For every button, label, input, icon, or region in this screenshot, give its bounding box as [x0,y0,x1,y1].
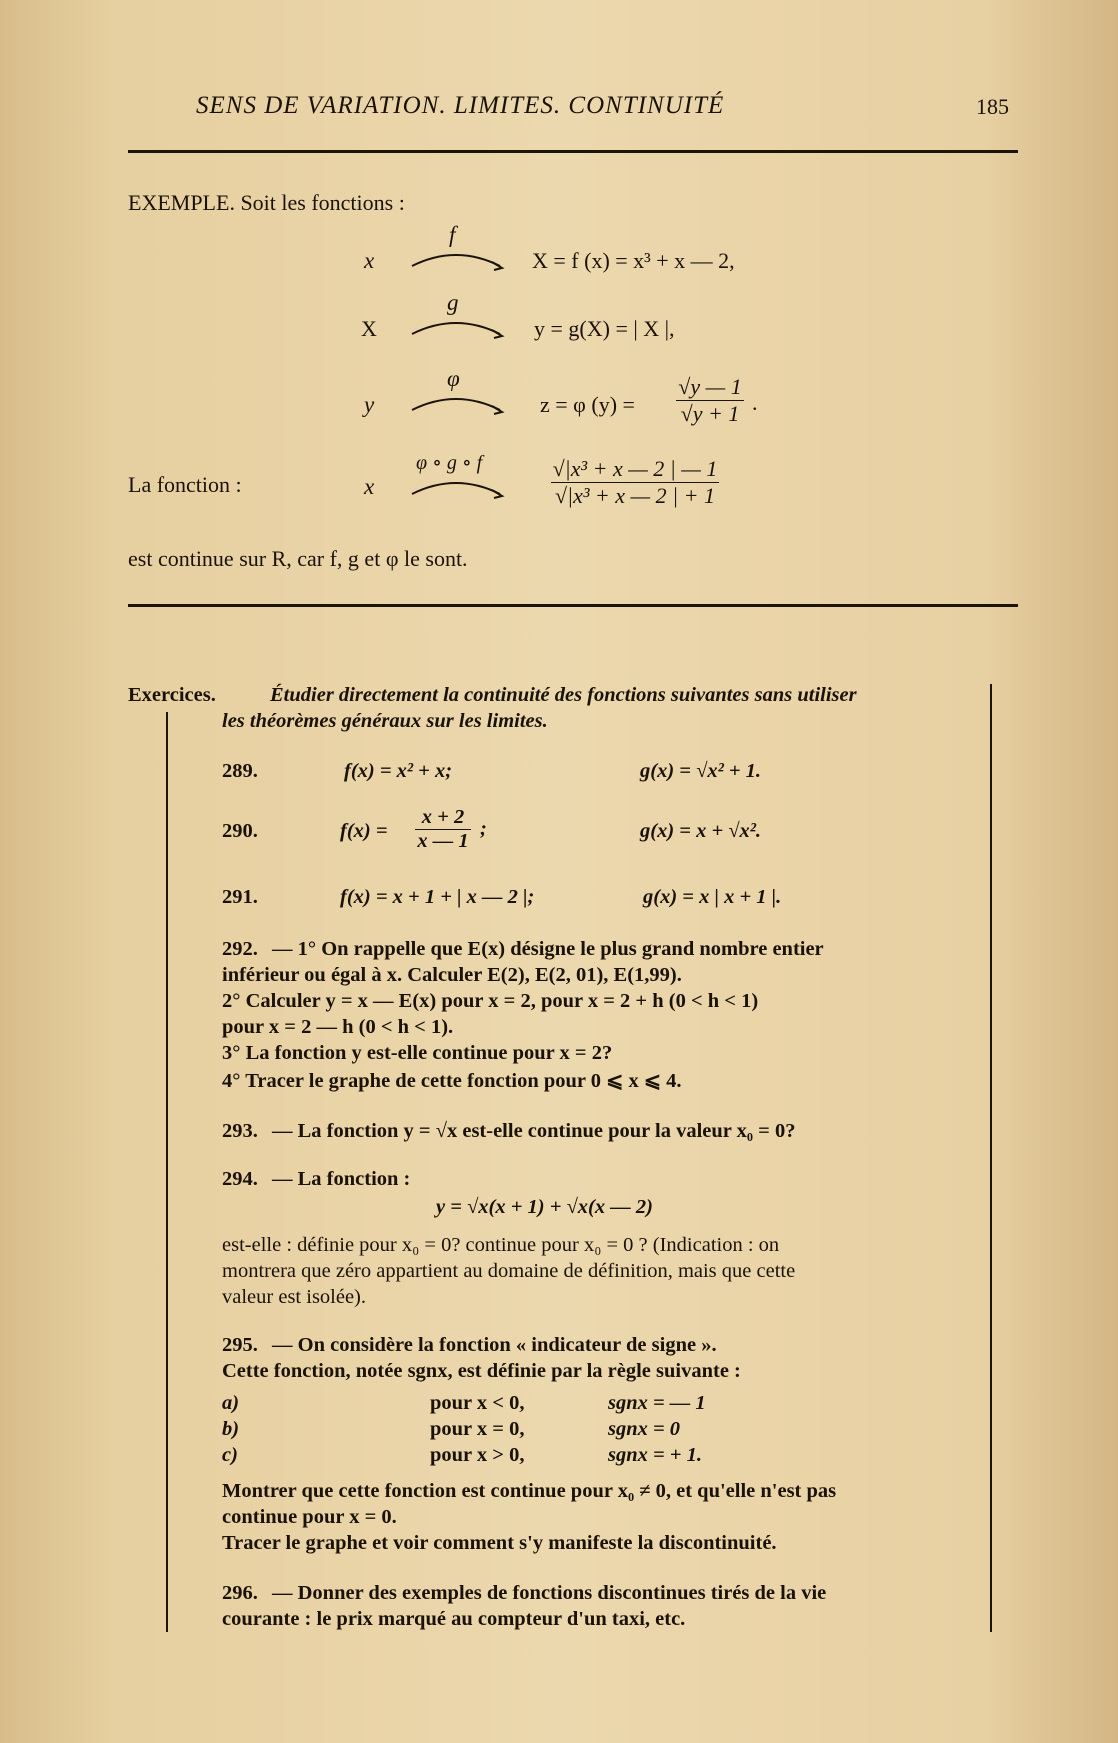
header-rule [128,150,1018,153]
example-row3-end: . [752,390,758,415]
exercise-291-f: f(x) = x + 1 + | x — 2 |; [340,886,535,908]
example-intro: EXEMPLE. Soit les fonctions : [128,190,405,215]
exercise-294-number: 294. [222,1168,258,1190]
exercise-292-line1: — 1° On rappelle que E(x) désigne le plus grand nombre entier [272,938,824,960]
example-row4-denominator: √|x³ + x — 2 | + 1 [554,483,716,508]
exercise-289-f: f(x) = x² + x; [344,760,453,782]
exercise-290-number: 290. [222,820,258,842]
example-row3-numerator: √y — 1 [678,374,742,399]
case-value: sgnx = — 1 [608,1392,706,1414]
exercise-291-g: g(x) = x | x + 1 |. [643,886,782,908]
exercise-295-line5: Tracer le graphe et voir comment s'y manifeste la discontinuité. [222,1532,777,1554]
case-condition: pour x < 0, [430,1392,525,1414]
example-row2-result: y = g(X) = | X |, [534,316,675,341]
exercise-box-right-border [990,684,992,1632]
example-conclusion: est continue sur R, car f, g et φ le sont. [128,546,468,571]
exercise-290-numerator: x + 2 [415,806,470,830]
example-row4-source: x [364,474,375,499]
exercise-296-line1: — Donner des exemples de fonctions discontinues tirés de la vie [272,1582,827,1604]
exercise-295-line4: continue pour x = 0. [222,1506,397,1528]
exercise-290-f-end: ; [480,818,487,840]
exercise-293-number: 293. [222,1120,258,1142]
example-row4-fraction [530,456,740,509]
exercise-294-line3: montrera que zéro appartient au domaine de définition, mais que cette [222,1260,796,1282]
exercise-295-line3: Montrer que cette fonction est continue pour x₀ ≠ 0, et qu'elle n'est pas [222,1480,837,1502]
arrow-icon [410,248,506,272]
case-label: c) [222,1444,238,1466]
example-row1-arrow-label: f [449,222,456,247]
exercises-heading: Exercices. [128,684,216,706]
exercise-290-denominator: x — 1 [417,830,469,852]
exercise-294-line2: est-elle : définie pour x₀ = 0? continue pour x₀ = 0 ? (Indication : on [222,1234,780,1256]
example-row3-lhs: z = φ (y) = [540,392,635,417]
case-value: sgnx = 0 [608,1418,681,1440]
example-row3-source: y [364,392,375,417]
case-value: sgnx = + 1. [608,1444,702,1466]
example-row1-result: X = f (x) = x³ + x — 2, [532,248,735,273]
exercises-instruction-line1: Étudier directement la continuité des fonctions suivantes sans utiliser [270,684,857,706]
example-row2-source: X [361,316,377,341]
example-row3-arrow-label: φ [447,366,460,391]
exercise-290-g: g(x) = x + √x². [640,820,762,842]
exercise-292-number: 292. [222,938,258,960]
case-condition: pour x > 0, [430,1444,525,1466]
exercise-292-line2: inférieur ou égal à x. Calculer E(2), E(2, 01), E(1,99). [222,964,682,986]
exercises-instruction-line2: les théorèmes généraux sur les limites. [222,710,548,732]
exercise-293-text: — La fonction y = √x est-elle continue pour la valeur x₀ = 0? [272,1120,796,1142]
exercise-291-number: 291. [222,886,258,908]
exercise-289-number: 289. [222,760,258,782]
exercise-294-line1: — La fonction : [272,1168,411,1190]
example-row4-arrow-label: φ ∘ g ∘ f [416,452,483,474]
exercise-295-number: 295. [222,1334,258,1356]
arrow-icon [410,392,506,416]
exercise-294-line4: valeur est isolée). [222,1286,367,1308]
arrow-icon [410,316,506,340]
exercise-289-g: g(x) = √x² + 1. [640,760,762,782]
exercise-292-line4: pour x = 2 — h (0 < h < 1). [222,1016,454,1038]
example-row1-source: x [364,248,375,273]
exercise-292-line6: 4° Tracer le graphe de cette fonction pour 0 ⩽ x ⩽ 4. [222,1070,682,1092]
case-label: a) [222,1392,240,1414]
example-rule [128,604,1018,607]
exercise-294-formula: y = √x(x + 1) + √x(x — 2) [436,1196,653,1218]
exercise-box-left-border [166,712,168,1632]
exercise-292-line3: 2° Calculer y = x — E(x) pour x = 2, pour x = 2 + h (0 < h < 1) [222,990,759,1012]
exercise-292-line5: 3° La fonction y est-elle continue pour x = 2? [222,1042,613,1064]
case-condition: pour x = 0, [430,1418,525,1440]
example-row2-arrow-label: g [447,290,459,315]
exercise-295-line1: — On considère la fonction « indicateur de signe ». [272,1334,717,1356]
page-header-title: SENS DE VARIATION. LIMITES. CONTINUITÉ [196,92,725,119]
exercise-290-f-lhs: f(x) = [340,820,388,842]
example-row3-denominator: √y + 1 [680,401,740,426]
exercise-290-fraction [408,806,478,853]
exercise-295-line2: Cette fonction, notée sgnx, est définie par la règle suivante : [222,1360,741,1382]
page-number: 185 [976,94,1009,119]
exercise-296-line2: courante : le prix marqué au compteur d'un taxi, etc. [222,1608,686,1630]
arrow-icon [410,476,506,500]
composite-label: La fonction : [128,472,242,497]
case-label: b) [222,1418,240,1440]
example-row3-fraction [665,374,755,427]
example-row4-numerator: √|x³ + x — 2 | — 1 [552,456,718,481]
exercise-296-number: 296. [222,1582,258,1604]
